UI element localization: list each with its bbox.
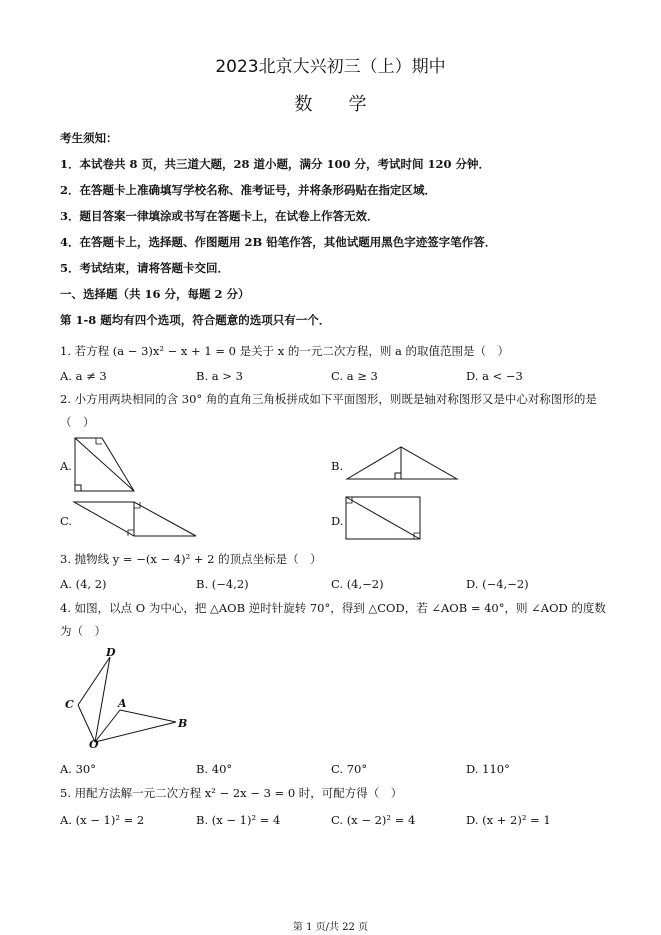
figure-label-o: O — [89, 738, 99, 751]
notice-item: 1．本试卷共 8 页，共三道大题，28 道小题，满分 100 分，考试时间 120 分钟． — [60, 157, 491, 171]
figure-label-b: B — [178, 717, 188, 730]
question-2-stem-cont: （ ） — [60, 415, 95, 429]
notice-heading: 考生须知： — [60, 131, 118, 145]
notice-item: 4．在答题卡上，选择题、作图题用 2B 铅笔作答，其他试题用黑色字迹签字笔作答． — [60, 235, 497, 249]
question-2-figure-d — [344, 495, 424, 543]
notice-item: 2．在答题卡上准确填写学校名称、准考证号，并将条形码贴在指定区域． — [60, 183, 436, 197]
notice-item: 3．题目答案一律填涂或书写在答题卡上，在试卷上作答无效． — [60, 209, 379, 223]
question-5-option-b[interactable]: B. (x − 1)² = 4 — [196, 813, 281, 827]
question-4-stem-cont: 为（ ） — [60, 624, 106, 638]
question-2-figure-c — [72, 500, 202, 540]
notice-item: 5．考试结束，请将答题卡交回． — [60, 261, 229, 275]
question-1-option-d[interactable]: D. a < −3 — [466, 369, 523, 383]
page-footer: 第 1 页/共 22 页 — [292, 922, 369, 933]
question-3-option-c[interactable]: C. (4,−2) — [331, 577, 384, 591]
question-3-option-d[interactable]: D. (−4,−2) — [466, 577, 529, 591]
question-2-figure-b — [345, 445, 460, 485]
question-2-figure-a — [72, 436, 142, 496]
subject-title: 数 学 — [294, 94, 367, 115]
question-5-option-a[interactable]: A. (x − 1)² = 2 — [60, 813, 145, 827]
question-2-option-c[interactable]: C. — [60, 514, 73, 528]
question-5-stem: 5. 用配方法解一元二次方程 x² − 2x − 3 = 0 时，可配方得（ ） — [60, 786, 403, 800]
question-4-stem: 4. 如图，以点 O 为中心，把 △AOB 逆时针旋转 70°，得到 △COD，若 ∠AOB = 40°，则 ∠AOD 的度数 — [60, 601, 606, 615]
figure-label-d: D — [106, 646, 116, 659]
question-1-option-a[interactable]: A. a ≠ 3 — [60, 369, 107, 383]
question-3-option-a[interactable]: A. (4, 2) — [60, 577, 107, 591]
question-4-figure — [58, 640, 208, 750]
figure-label-a: A — [118, 697, 127, 710]
question-4-option-b[interactable]: B. 40° — [196, 762, 233, 776]
question-4-option-a[interactable]: A. 30° — [60, 762, 96, 776]
question-5-option-c[interactable]: C. (x − 2)² = 4 — [331, 813, 416, 827]
question-4-option-c[interactable]: C. 70° — [331, 762, 368, 776]
question-4-option-d[interactable]: D. 110° — [466, 762, 510, 776]
figure-label-c: C — [65, 698, 74, 711]
question-1-option-c[interactable]: C. a ≥ 3 — [331, 369, 378, 383]
section-instruction: 第 1-8 题均有四个选项，符合题意的选项只有一个． — [60, 313, 331, 327]
page-title: 2023北京大兴初三（上）期中 — [215, 57, 446, 77]
question-2-option-a[interactable]: A. — [60, 459, 72, 473]
question-1-option-b[interactable]: B. a > 3 — [196, 369, 243, 383]
section-heading: 一、选择题（共 16 分，每题 2 分） — [60, 287, 250, 301]
question-5-option-d[interactable]: D. (x + 2)² = 1 — [466, 813, 551, 827]
question-3-stem: 3. 抛物线 y = −(x − 4)² + 2 的顶点坐标是（ ） — [60, 552, 322, 566]
question-2-option-b[interactable]: B. — [331, 459, 344, 473]
question-2-stem: 2. 小方用两块相同的含 30° 角的直角三角板拼成如下平面图形，则既是轴对称图形又是中心对称图形的是 — [60, 392, 597, 406]
question-1-stem: 1. 若方程 (a − 3)x² − x + 1 = 0 是关于 x 的一元二次方程，则 a 的取值范围是（ ） — [60, 344, 510, 358]
question-3-option-b[interactable]: B. (−4,2) — [196, 577, 249, 591]
question-2-option-d[interactable]: D. — [331, 514, 344, 528]
